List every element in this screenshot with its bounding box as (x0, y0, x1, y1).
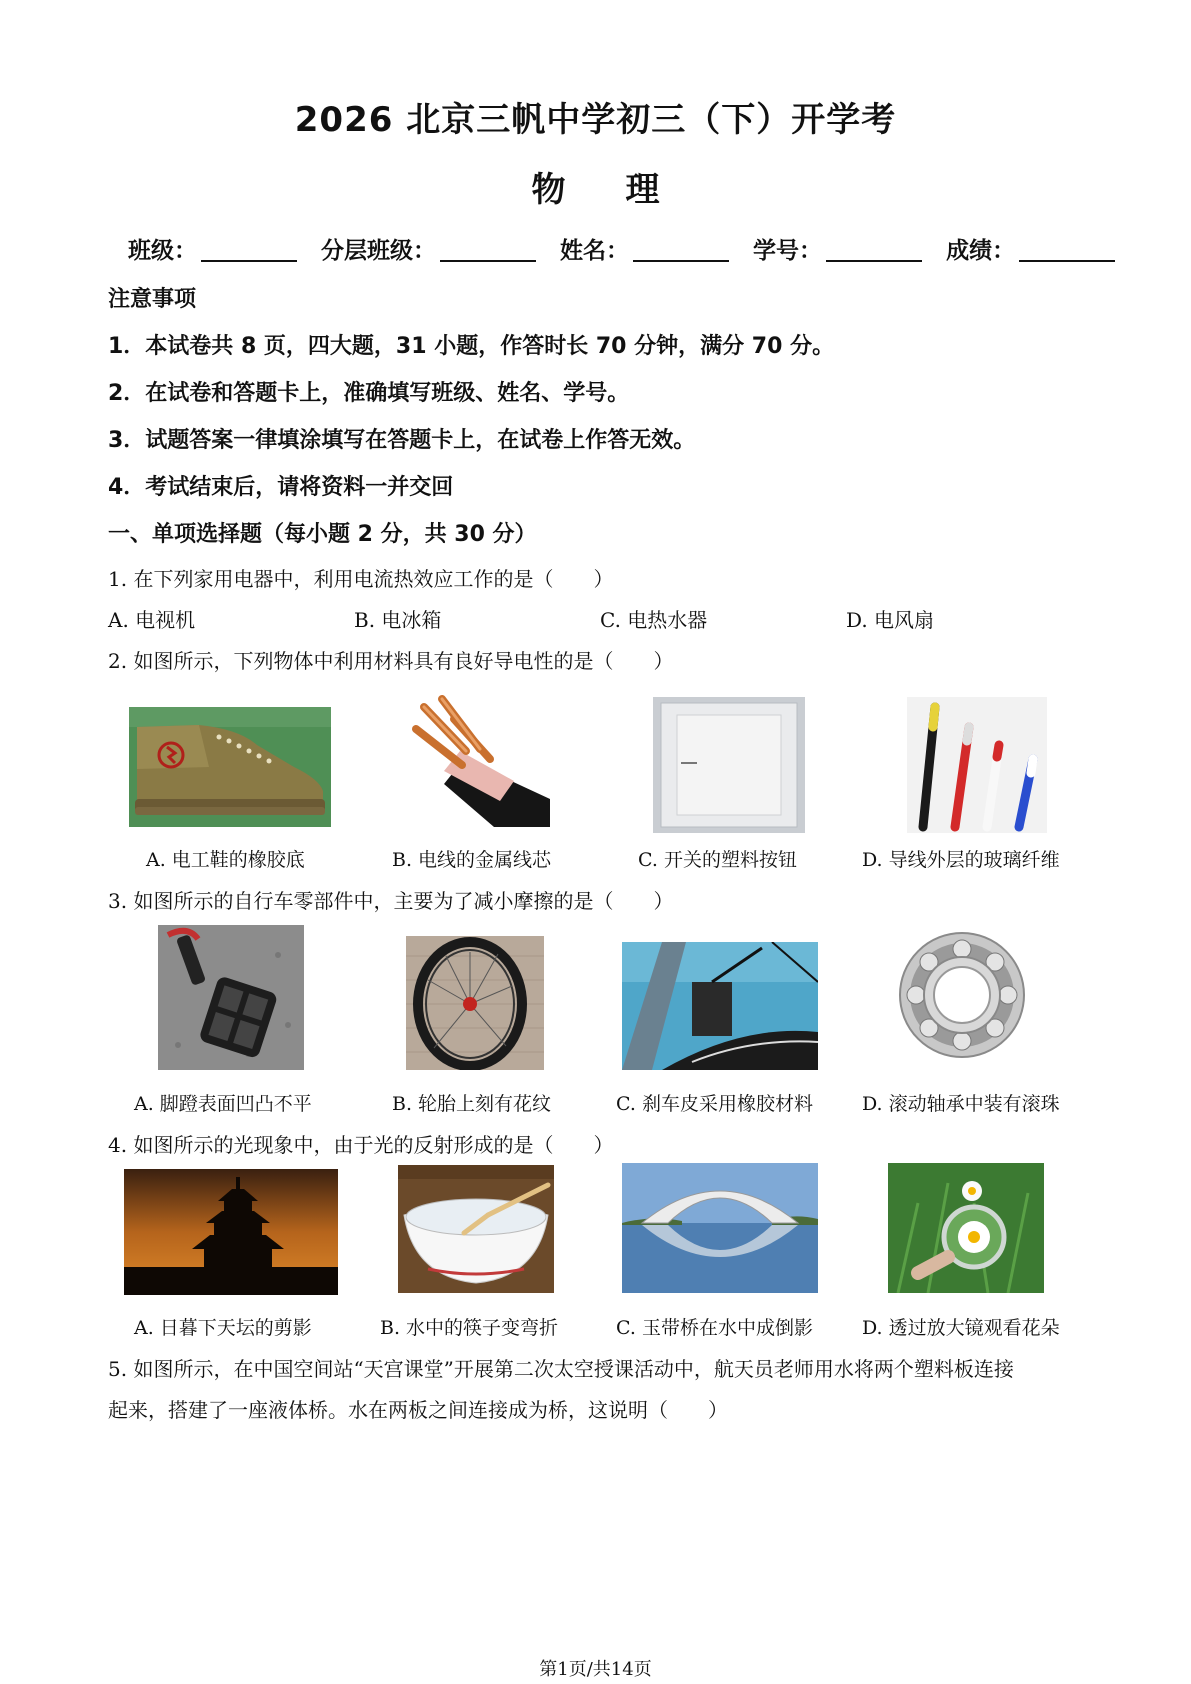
bike-pedal-photo (158, 925, 304, 1070)
question-5-stem-line-2: 起来，搭建了一座液体桥。水在两板之间连接成为桥，这说明（ ） (108, 1398, 728, 1422)
tier-class-blank[interactable] (440, 238, 536, 262)
student-id-field[interactable] (753, 232, 922, 265)
wall-switch-photo (653, 697, 805, 833)
q2-caption-a[interactable]: A. 电工鞋的橡胶底 (146, 849, 305, 871)
tier-class-field[interactable] (321, 232, 536, 265)
q3-caption-a[interactable]: A. 脚蹬表面凹凸不平 (134, 1093, 312, 1115)
class-field[interactable] (128, 232, 297, 265)
student-id-blank[interactable] (826, 238, 922, 262)
q1-option-b[interactable]: B. 电冰箱 (354, 608, 442, 632)
score-field[interactable] (946, 232, 1115, 265)
student-id-label: 学号： (753, 238, 823, 264)
bike-brake-photo (622, 942, 818, 1070)
tier-class-label: 分层班级： (321, 238, 437, 264)
q3-caption-d[interactable]: D. 滚动轴承中装有滚珠 (862, 1093, 1060, 1115)
insulated-wires-photo (907, 697, 1047, 833)
class-blank[interactable] (201, 238, 297, 262)
q3-caption-b[interactable]: B. 轮胎上刻有花纹 (392, 1093, 552, 1115)
name-blank[interactable] (633, 238, 729, 262)
ball-bearing-photo (892, 925, 1032, 1063)
question-3-stem: 3. 如图所示的自行车零部件中，主要为了减小摩擦的是（ ） (108, 889, 674, 913)
question-2-stem: 2. 如图所示，下列物体中利用材料具有良好导电性的是（ ） (108, 649, 674, 673)
q4-caption-d[interactable]: D. 透过放大镜观看花朵 (862, 1317, 1060, 1339)
note-item: 1．本试卷共 8 页，四大题，31 小题，作答时长 70 分钟，满分 70 分。 (108, 334, 835, 359)
temple-silhouette-photo (124, 1169, 338, 1295)
q4-caption-b[interactable]: B. 水中的筷子变弯折 (380, 1317, 559, 1339)
q4-caption-c[interactable]: C. 玉带桥在水中成倒影 (616, 1317, 813, 1339)
rubber-sole-shoe-photo (129, 707, 331, 827)
question-1-stem: 1. 在下列家用电器中，利用电流热效应工作的是（ ） (108, 567, 614, 591)
page-number: 第1页/共14页 (539, 1659, 652, 1680)
bike-tire-photo (406, 936, 544, 1070)
question-5-stem-line-1: 5. 如图所示，在中国空间站“天宫课堂”开展第二次太空授课活动中，航天员老师用水将两个塑料板连接 (108, 1357, 1014, 1381)
q2-caption-b[interactable]: B. 电线的金属线芯 (392, 849, 552, 871)
question-4-stem: 4. 如图所示的光现象中，由于光的反射形成的是（ ） (108, 1133, 614, 1157)
student-info-line (128, 232, 1131, 265)
magnifier-flower-photo (888, 1163, 1044, 1293)
section-heading: 一、单项选择题（每小题 2 分，共 30 分） (108, 522, 537, 547)
q1-option-a[interactable]: A. 电视机 (108, 608, 196, 632)
chopstick-bowl-photo (398, 1165, 554, 1293)
score-label: 成绩： (946, 238, 1016, 264)
q1-option-c[interactable]: C. 电热水器 (600, 608, 708, 632)
copper-cable-photo (404, 689, 550, 827)
note-item: 2．在试卷和答题卡上，准确填写班级、姓名、学号。 (108, 381, 630, 406)
score-blank[interactable] (1019, 238, 1115, 262)
subject-title: 物理 (531, 170, 720, 210)
q2-caption-c[interactable]: C. 开关的塑料按钮 (638, 849, 797, 871)
note-item: 4．考试结束后，请将资料一并交回 (108, 475, 454, 500)
notes-heading: 注意事项 (108, 287, 197, 312)
jade-belt-bridge-photo (622, 1163, 818, 1293)
q4-caption-a[interactable]: A. 日暮下天坛的剪影 (134, 1317, 312, 1339)
name-field[interactable] (560, 232, 729, 265)
q1-option-d[interactable]: D. 电风扇 (846, 608, 935, 632)
note-item: 3．试题答案一律填涂填写在答题卡上，在试卷上作答无效。 (108, 428, 696, 453)
q3-caption-c[interactable]: C. 刹车皮采用橡胶材料 (616, 1093, 813, 1115)
name-label: 姓名： (560, 238, 630, 264)
class-label: 班级： (128, 238, 197, 264)
q2-caption-d[interactable]: D. 导线外层的玻璃纤维 (862, 849, 1060, 871)
page-title: 2026 北京三帆中学初三（下）开学考 (294, 100, 897, 140)
